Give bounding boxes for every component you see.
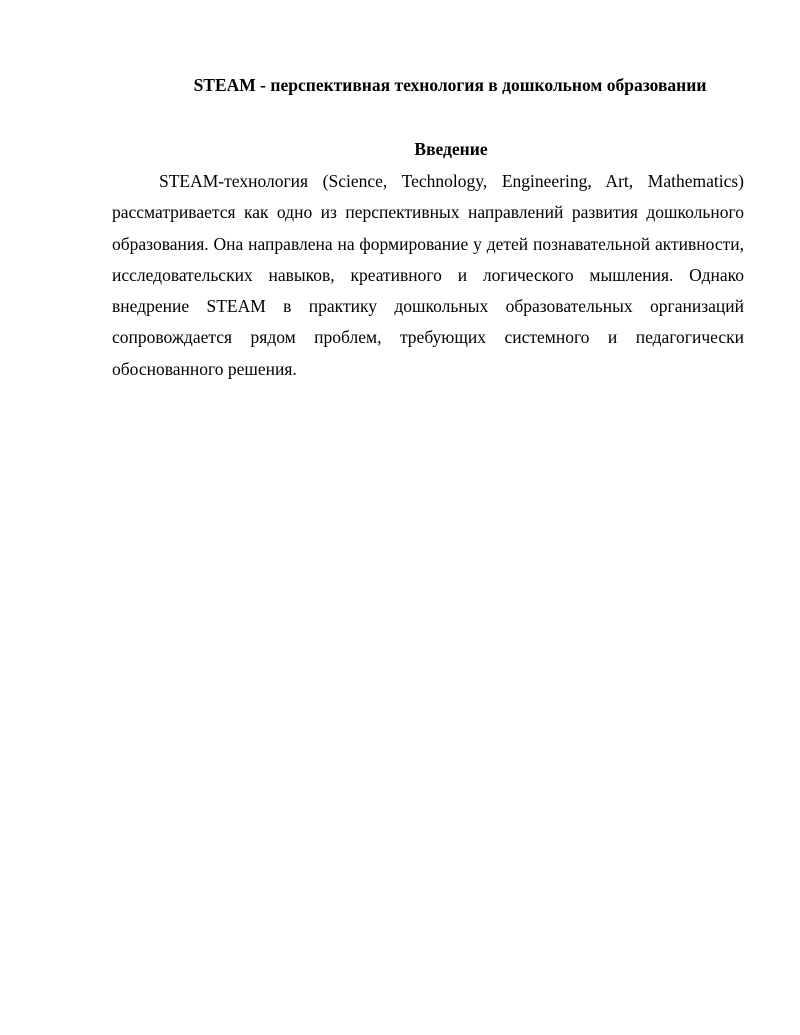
section-heading: Введение bbox=[414, 139, 488, 159]
document-title: STEAM - перспективная технология в дошкольном образовании bbox=[193, 75, 707, 95]
body-paragraph: STEAM-технология (Science, Technology, Engineering, Art, Mathematics) рассматривается как одно из перспективных направлений развития дошкольного образования. Она направлена на формирование у детей познавательной активности, исследовательских навыков, креативного и логического мышления. Однако внедрение STEAM в практику дошкольных образовательных организаций сопровождается рядом проблем, требующих системного и педагогически обоснованного решения. bbox=[112, 171, 744, 379]
